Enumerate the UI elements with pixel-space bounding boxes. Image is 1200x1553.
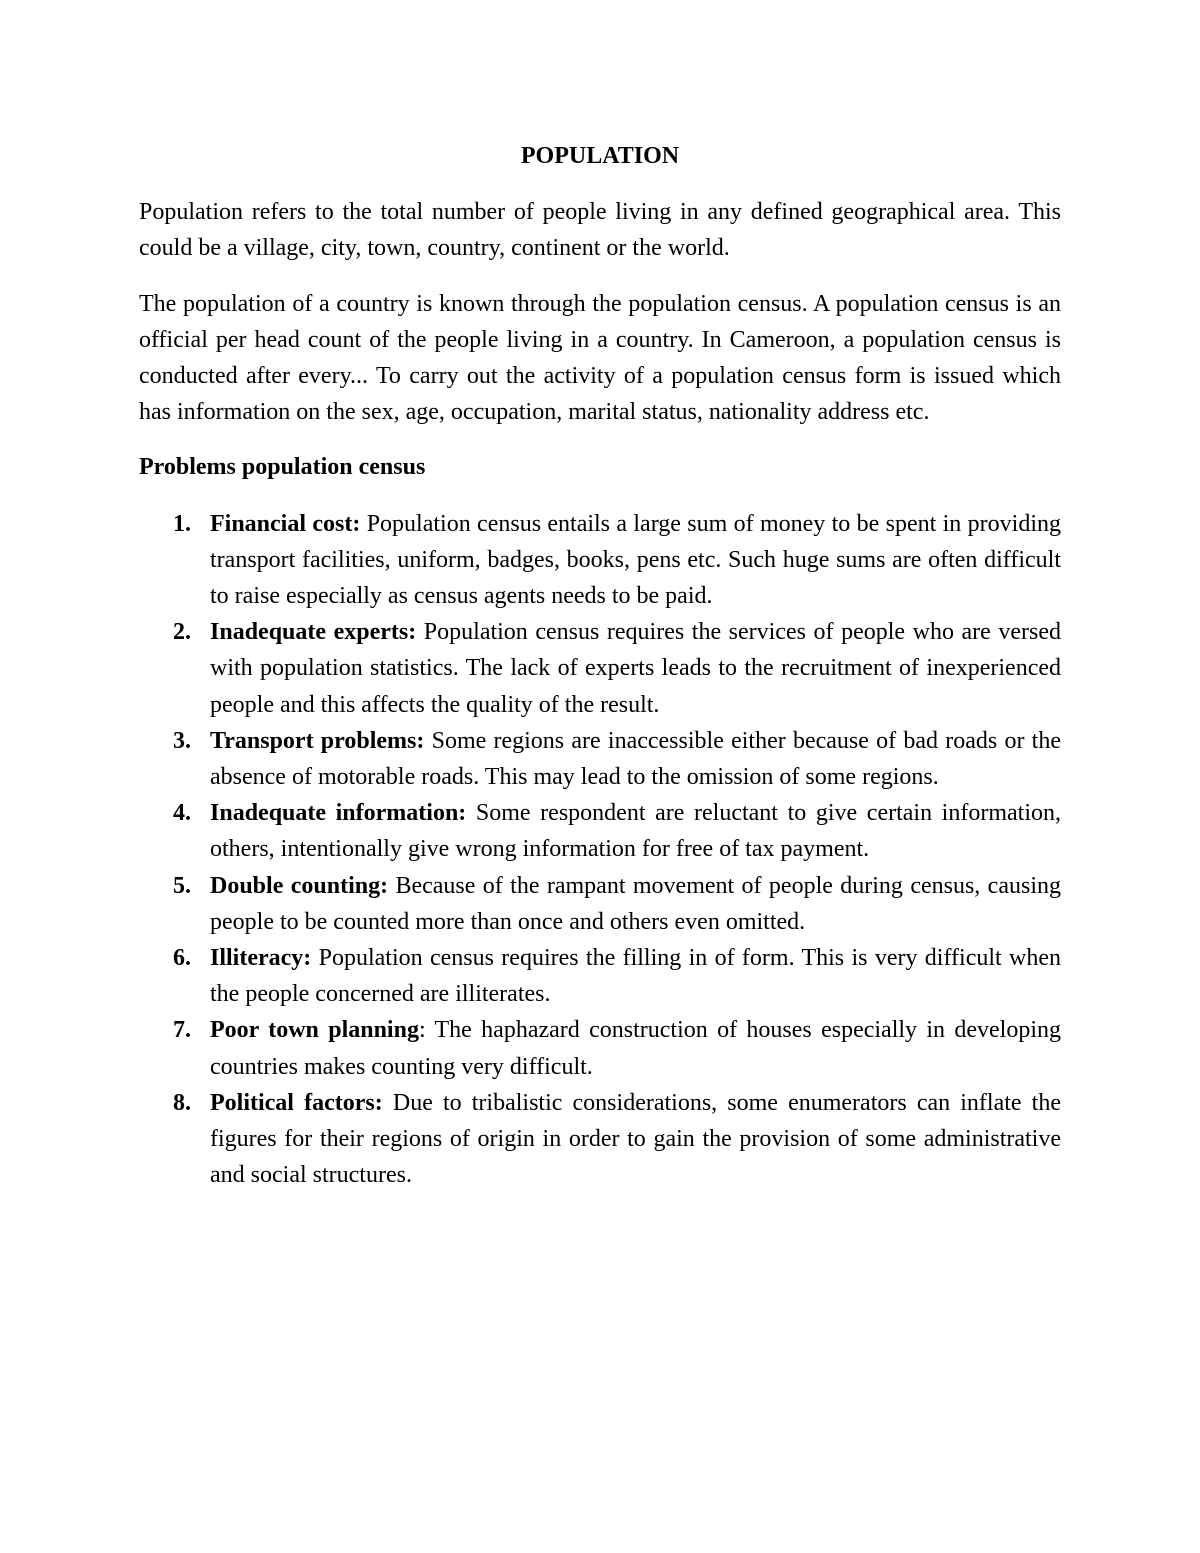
problem-text: Due to tribalistic considerations, some enumerators can inflate the figures for their regions of origin in order to gain the provision of some administrative and social structures. xyxy=(210,1089,1061,1189)
list-number: 4. xyxy=(173,800,191,827)
list-item xyxy=(139,795,1061,867)
page-title: POPULATION xyxy=(520,143,680,169)
problem-text: Population census requires the filling in of form. This is very difficult when the people concerned are illiterates. xyxy=(210,945,1061,1008)
list-item xyxy=(139,723,1061,795)
intro-paragraph: Population refers to the total number of people living in any defined geographical area. This could be a village, city, town, country, continent or the world. xyxy=(139,199,1061,262)
problem-term: Political factors: xyxy=(210,1089,383,1116)
problem-text: Some respondent are reluctant to give certain information, others, intentionally give wrong information for free of tax payment. xyxy=(210,800,1061,863)
list-number: 8. xyxy=(173,1089,191,1116)
list-number: 2. xyxy=(173,619,191,646)
problem-text: Because of the rampant movement of people during census, causing people to be counted more than once and others even omitted. xyxy=(210,872,1061,935)
problem-text: : The haphazard construction of houses especially in developing countries makes counting very difficult. xyxy=(210,1017,1062,1080)
problems-heading: Problems population census xyxy=(139,454,426,481)
problem-text: Population census requires the services of people who are versed with population statistics. The lack of experts leads to the recruitment of inexperienced people and this affects the quality of the result. xyxy=(210,619,1062,718)
list-number: 7. xyxy=(173,1017,191,1044)
problem-term: Inadequate information: xyxy=(210,800,467,827)
problem-term: Financial cost: xyxy=(210,510,361,537)
list-item xyxy=(139,868,1061,940)
list-number: 3. xyxy=(173,727,191,754)
problem-term: Inadequate experts: xyxy=(210,619,417,646)
list-number: 1. xyxy=(173,510,191,537)
list-item xyxy=(139,1012,1061,1084)
problem-text: Population census entails a large sum of money to be spent in providing transport facilities, uniform, badges, books, pens etc. Such huge sums are often difficult to raise especially as census agents needs to be paid. xyxy=(210,510,1061,610)
list-item xyxy=(139,506,1061,615)
list-item xyxy=(139,940,1061,1012)
document-page xyxy=(139,138,1061,1193)
problem-term: Double counting: xyxy=(210,872,389,899)
list-number: 6. xyxy=(173,945,191,972)
problem-term: Illiteracy: xyxy=(210,945,312,972)
problem-term: Poor town planning xyxy=(210,1017,419,1044)
list-item xyxy=(139,1085,1061,1194)
list-item xyxy=(139,614,1061,723)
list-number: 5. xyxy=(173,872,191,899)
problems-list xyxy=(139,506,1061,1194)
problem-term: Transport problems: xyxy=(210,727,425,754)
problem-text: Some regions are inaccessible either because of bad roads or the absence of motorable roads. This may lead to the omission of some regions. xyxy=(210,727,1061,791)
census-paragraph: The population of a country is known through the population census. A population census is an official per head count of the people living in a country. In Cameroon, a population census is conducted after every... To carry out the activity of a population census form is issued which has information on the sex, age, occupation, marital status, nationality address etc. xyxy=(139,290,1061,426)
